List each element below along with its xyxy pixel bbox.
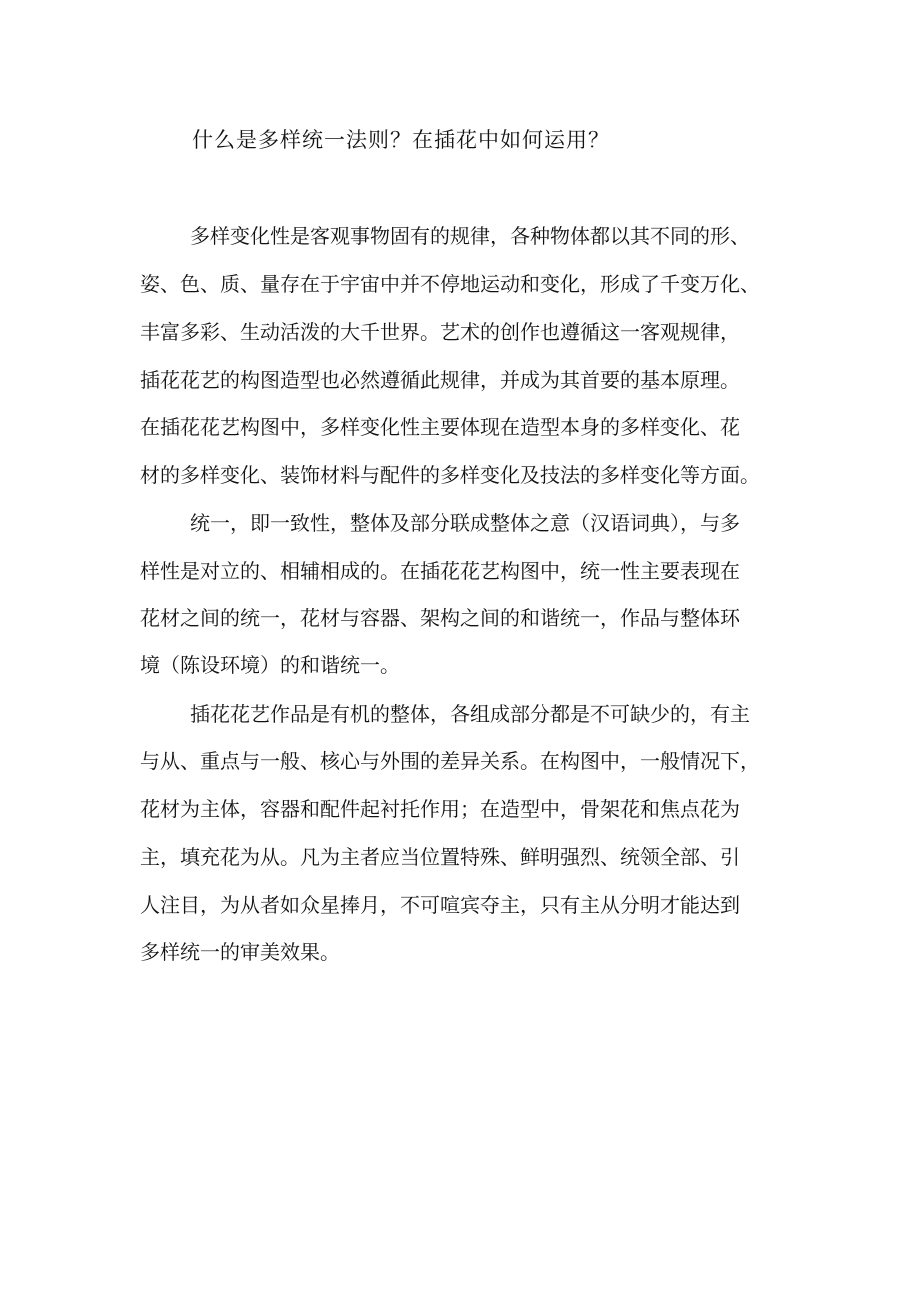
paragraph-3-line-2: 与从、重点与一般、核心与外围的差异关系。在构图中，一般情况下， [140,749,760,773]
paragraph-1-line-6: 材的多样变化、装饰材料与配件的多样变化及技法的多样变化等方面。 [140,463,760,487]
paragraph-3-line-6: 多样统一的审美效果。 [140,940,340,964]
paragraph-1-line-3: 丰富多彩、生动活泼的大千世界。艺术的创作也遵循这一客观规律， [140,320,740,344]
document-title: 什么是多样统一法则？在插花中如何运用？ [192,128,610,152]
paragraph-1-line-2: 姿、色、质、量存在于宇宙中并不停地运动和变化，形成了千变万化、 [140,272,760,296]
paragraph-2-line-4: 境（陈设环境）的和谐统一。 [140,653,400,677]
paragraph-3-line-5: 人注目，为从者如众星捧月，不可喧宾夺主，只有主从分明才能达到 [140,893,740,917]
paragraph-3-line-3: 花材为主体，容器和配件起衬托作用；在造型中，骨架花和焦点花为 [140,797,740,821]
paragraph-2-line-2: 样性是对立的、相辅相成的。在插花花艺构图中，统一性主要表现在 [140,559,740,583]
paragraph-3-line-4: 主，填充花为从。凡为主者应当位置特殊、鲜明强烈、统领全部、引 [140,845,740,869]
paragraph-1-line-4: 插花花艺的构图造型也必然遵循此规律，并成为其首要的基本原理。 [140,368,740,392]
paragraph-2-line-3: 花材之间的统一，花材与容器、架构之间的和谐统一，作品与整体环 [140,606,740,630]
paragraph-3-line-1: 插花花艺作品是有机的整体，各组成部分都是不可缺少的，有主 [190,702,750,726]
paragraph-1-line-5: 在插花花艺构图中，多样变化性主要体现在造型本身的多样变化、花 [140,415,740,439]
paragraph-2-line-1: 统一，即一致性，整体及部分联成整体之意（汉语词典），与多 [190,511,740,535]
paragraph-1-line-1: 多样变化性是客观事物固有的规律，各种物体都以其不同的形、 [190,224,750,248]
